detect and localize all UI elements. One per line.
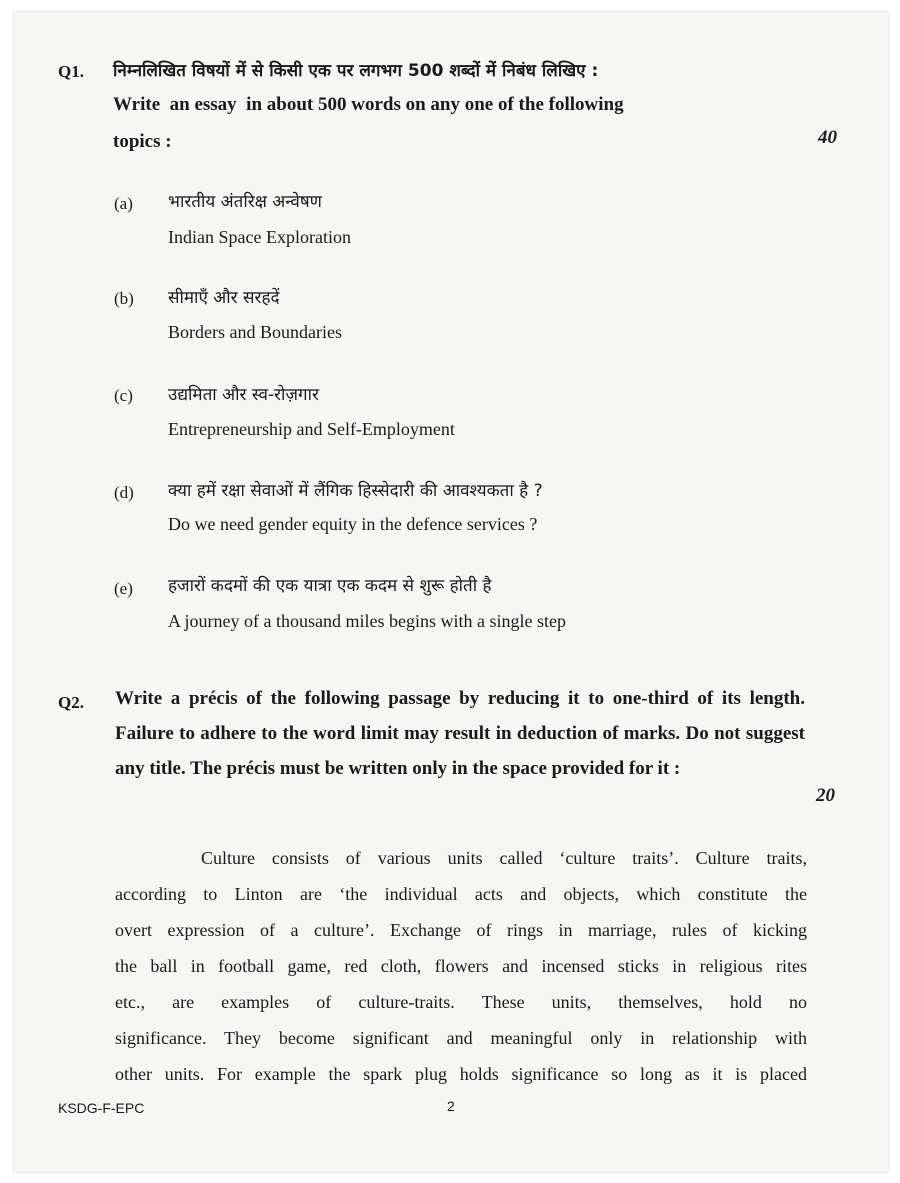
topic-d-english: Do we need gender equity in the defence services ?: [168, 514, 538, 534]
topic-d-label: (d): [114, 483, 134, 502]
q1-english-instruction-line2: topics :: [113, 131, 172, 152]
q1-hindi-instruction: निम्नलिखित विषयों में से किसी एक पर लगभग 500 शब्दों में निबंध लिखिए :: [113, 61, 599, 81]
topic-b-label: (b): [114, 289, 134, 308]
topic-b-english: Borders and Boundaries: [168, 322, 342, 342]
q2-instruction: Write a précis of the following passage by reducing it to one-third of its length. Failure to adhere to the word limit may result in deduction of marks. Do not suggest any title. The précis must be written only in the space provided for it :: [115, 688, 805, 779]
topic-e-label: (e): [114, 579, 133, 598]
q1-marks: 40: [818, 127, 837, 148]
topic-a-hindi: भारतीय अंतरिक्ष अन्वेषण: [168, 192, 322, 212]
question-number-1: Q1.: [58, 62, 84, 81]
topic-c-english: Entrepreneurship and Self-Employment: [168, 419, 455, 439]
q2-marks: 20: [816, 785, 835, 806]
topic-e-hindi: हजारों कदमों की एक यात्रा एक कदम से शुरू होती है: [168, 576, 492, 596]
question-number-2: Q2.: [58, 693, 84, 712]
topic-a-label: (a): [114, 194, 133, 213]
passage-line: overt expression of a culture’. Exchange of rings in marriage, rules of kicking: [115, 920, 807, 940]
topic-c-hindi: उद्यमिता और स्व-रोज़गार: [168, 385, 319, 405]
passage-line: the ball in football game, red cloth, flowers and incensed sticks in religious rites: [115, 956, 807, 976]
topic-b-hindi: सीमाएँ और सरहदें: [168, 288, 280, 308]
passage-line: other units. For example the spark plug holds significance so long as it is placed: [115, 1064, 807, 1084]
passage-line: Culture consists of various units called ‘culture traits’. Culture traits,: [201, 848, 807, 868]
page-number: 2: [447, 1098, 455, 1114]
topic-c-label: (c): [114, 386, 133, 405]
passage-line: according to Linton are ‘the individual acts and objects, which constitute the: [115, 884, 807, 904]
topic-e-english: A journey of a thousand miles begins with a single step: [168, 611, 566, 631]
passage-line: etc., are examples of culture-traits. These units, themselves, hold no: [115, 992, 807, 1012]
q1-english-instruction-line1: Write an essay in about 500 words on any one of the following: [113, 94, 624, 115]
topic-a-english: Indian Space Exploration: [168, 227, 351, 247]
precis-passage: [115, 840, 807, 1092]
passage-line: significance. They become significant and meaningful only in relationship with: [115, 1028, 807, 1048]
paper-code: KSDG-F-EPC: [58, 1100, 145, 1116]
topic-d-hindi: क्या हमें रक्षा सेवाओं में लैंगिक हिस्सेदारी की आवश्यकता है ?: [168, 481, 543, 501]
